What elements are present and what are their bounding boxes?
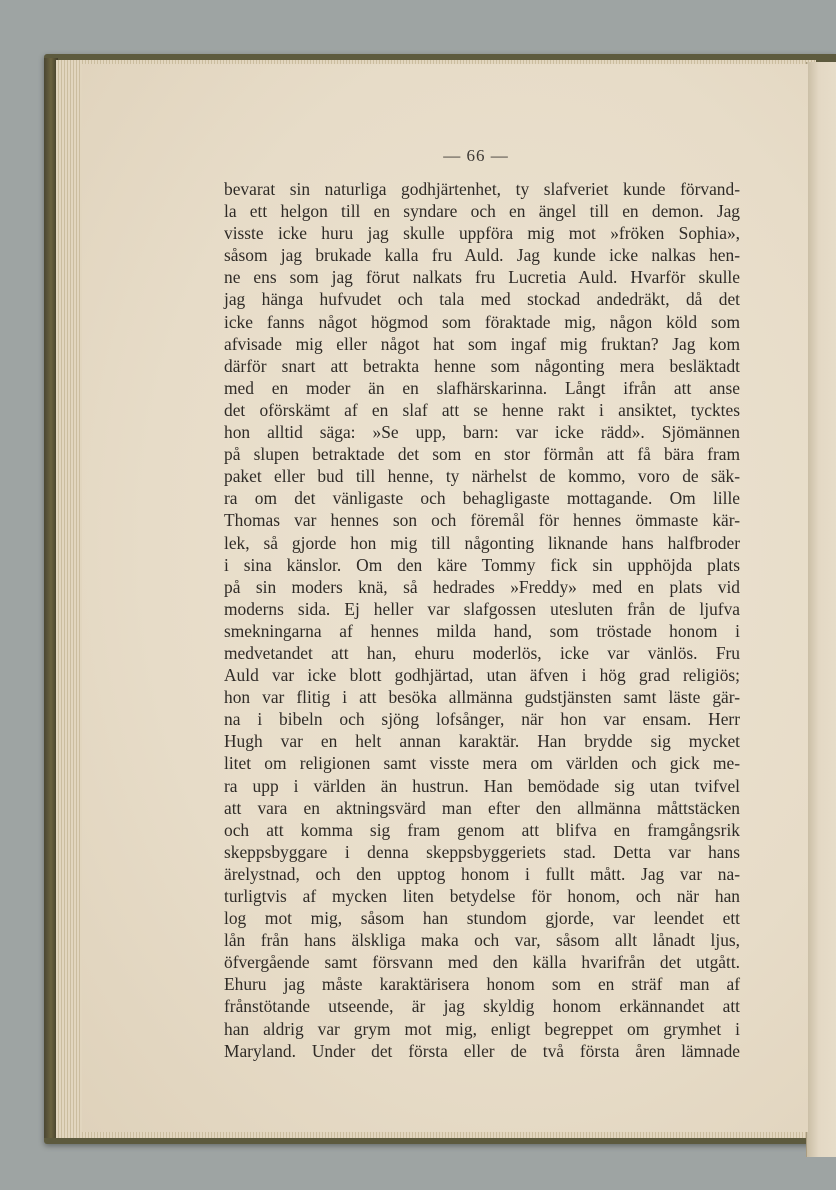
text-line: ra om det vänligaste och behagligaste mottagande. Om lille: [224, 488, 740, 509]
text-line: på sin moders knä, så hedrades »Freddy» med en plats vid: [224, 576, 740, 597]
text-line: öfvergående samt försvann med den källa hvarifrån det utgått.: [224, 952, 740, 973]
text-line: lek, så gjorde hon mig till någonting liknande hans halfbroder: [224, 532, 740, 553]
text-line: att vara en aktningsvärd man efter den allmänna måttstäcken: [224, 797, 740, 818]
facing-page-edge: [806, 62, 836, 1157]
text-line: såsom jag brukade kalla fru Auld. Jag kunde icke nalkas hen-: [224, 245, 740, 266]
text-line: Thomas var hennes son och föremål för hennes ömmaste kär-: [224, 510, 740, 531]
text-line: därför snart att betrakta henne som någonting mera besläktadt: [224, 355, 740, 376]
text-line: Hugh var en helt annan karaktär. Han brydde sig mycket: [224, 731, 740, 752]
text-line: litet om religionen samt visste mera om världen och gick me-: [224, 753, 740, 774]
text-line: det oförskämt af en slaf att se henne rakt i ansiktet, tycktes: [224, 399, 740, 420]
text-line: turligtvis af mycken liten betydelse för honom, och när han: [224, 886, 740, 906]
text-line: hon alltid säga: »Se upp, barn: var icke rädd». Sjömännen: [224, 422, 740, 443]
text-line: frånstötande utseende, är jag skyldig honom erkännandet att: [224, 996, 740, 1017]
text-line: Auld var icke blott godhjärtad, utan äfven i hög grad religiös;: [224, 665, 740, 686]
text-line: skeppsbyggare i denna skeppsbyggeriets stad. Detta var hans: [224, 841, 740, 862]
text-line: la ett helgon till en syndare och en ängel till en demon. Jag: [224, 201, 740, 222]
text-line: med en moder än en slafhärskarinna. Långt ifrån att anse: [224, 377, 740, 398]
page-number: — 66 —: [443, 146, 509, 165]
text-line: bevarat sin naturliga godhjärtenhet, ty slafveriet kunde förvand-: [224, 179, 740, 199]
text-line: ne ens som jag förut nalkats fru Lucretia Auld. Hvarför skulle: [224, 267, 740, 288]
text-line: Ehuru jag måste karaktärisera honom som en sträf man af: [224, 974, 740, 995]
text-line: hon var flitig i att besöka allmänna gudstjänsten samt läste gär-: [224, 687, 740, 708]
text-line: visste icke huru jag skulle uppföra mig mot »fröken Sophia»,: [224, 223, 740, 244]
text-line: ärelystnad, och den upptog honom i fullt mått. Jag var na-: [224, 863, 740, 884]
text-line: jag hänga hufvudet och tala med stockad andedräkt, då det: [224, 289, 740, 310]
text-line: lån från hans älskliga maka och var, såsom allt lånadt ljus,: [224, 930, 740, 951]
text-line: paket eller bud till henne, ty närhelst de kommo, voro de säk-: [224, 466, 740, 487]
text-line: Maryland. Under det första eller de två första åren lämnade: [224, 1040, 740, 1061]
text-line: log mot mig, såsom han stundom gjorde, var leendet ett: [224, 908, 740, 929]
text-line: på slupen betraktade det som en stor förmån att få bära fram: [224, 444, 740, 465]
text-line: i sina känslor. Om den käre Tommy fick sin upphöjda plats: [224, 554, 740, 575]
text-line: smekningarna af hennes milda hand, som tröstade honom i: [224, 620, 740, 641]
text-line: icke fanns något högmod som föraktade mig, någon köld som: [224, 311, 740, 332]
text-line: ra upp i världen än hustrun. Han bemödade sig utan tvifvel: [224, 775, 740, 796]
text-line: afvisade mig eller något hat som ingaf mig fruktan? Jag kom: [224, 333, 740, 354]
text-line: han aldrig var grym mot mig, enligt begreppet om grymhet i: [224, 1018, 740, 1039]
text-line: medvetandet att han, ehuru moderlös, icke var vänlös. Fru: [224, 642, 740, 663]
text-line: na i bibeln och sjöng lofsånger, när hon var ensam. Herr: [224, 709, 740, 730]
body-text: [224, 178, 740, 1062]
text-line: moderns sida. Ej heller var slafgossen utesluten från de ljufva: [224, 598, 740, 619]
text-line: och att komma sig fram genom att blifva en framgångsrik: [224, 819, 740, 840]
